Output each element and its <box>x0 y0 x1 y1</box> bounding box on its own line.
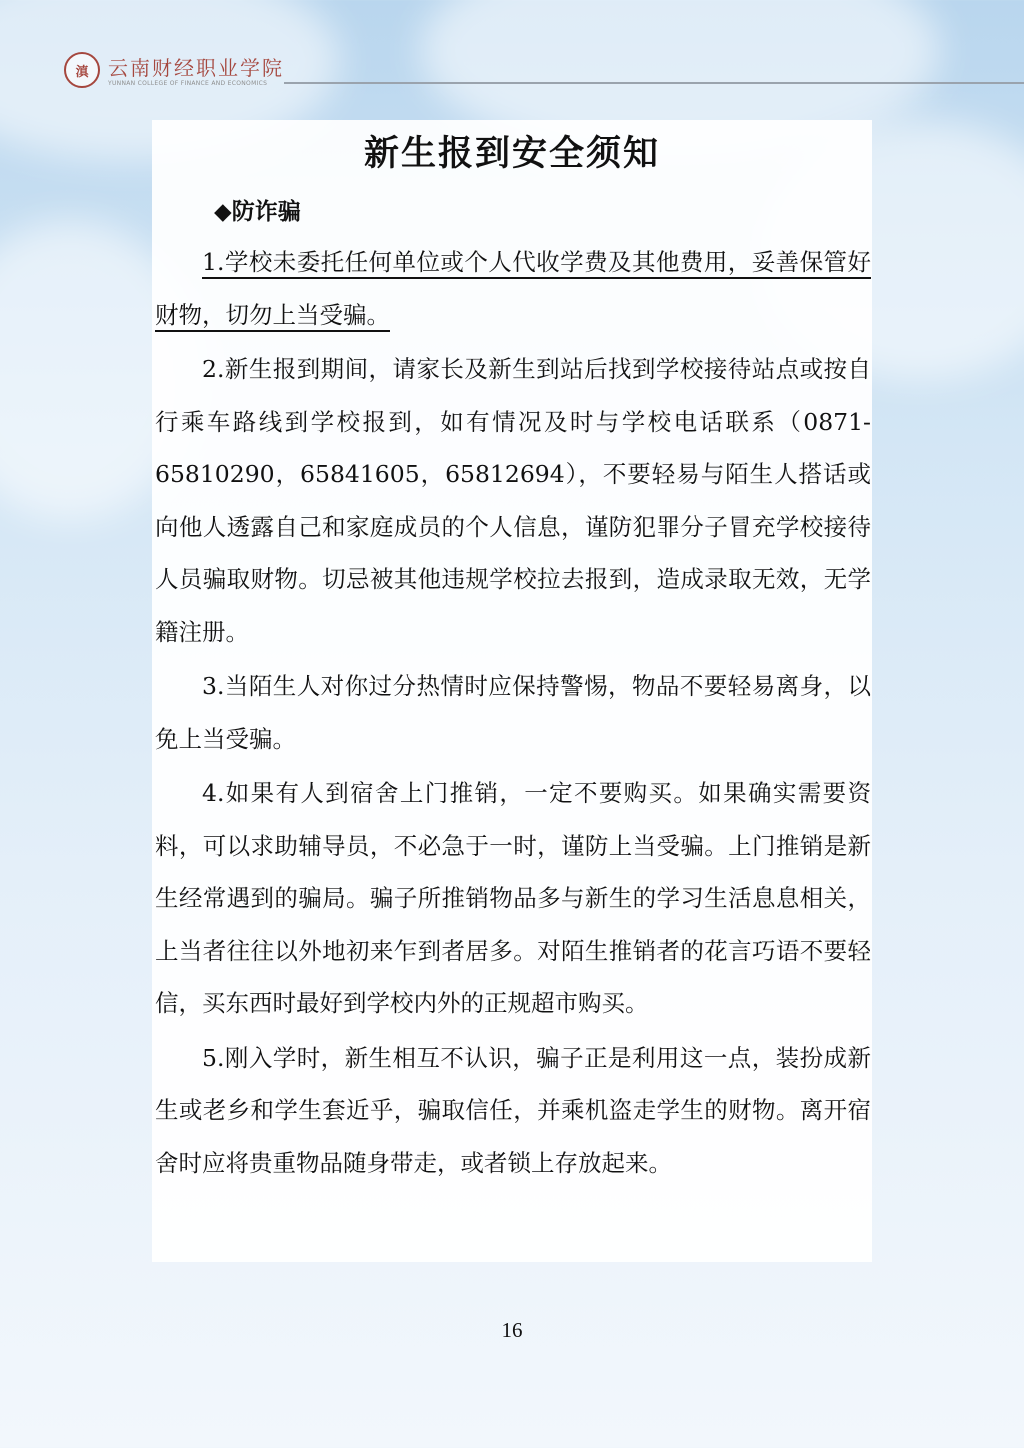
college-name-cn: 云南财经职业学院 <box>108 56 284 80</box>
section-heading-label: 防诈骗 <box>231 199 301 225</box>
paragraph-2: 2.新生报到期间，请家长及新生到站后找到学校接待站点或按自行乘车路线到学校报到，如有情况及时与学校电话联系（0871-65810290，65841605，65812694），不要轻易与陌生人搭话或向他人透露自己和家庭成员的个人信息，谨防犯罪分子冒充学校接待人员骗取财物。切忌被其他违规学校拉去报到，造成录取无效，无学籍注册。 <box>155 355 871 646</box>
paragraph-1 <box>155 236 871 341</box>
college-name-en: YUNNAN COLLEGE OF FINANCE AND ECONOMICS <box>108 80 268 87</box>
college-logo-icon: 滇 <box>64 52 100 88</box>
section-heading <box>214 193 301 226</box>
paragraph-3: 3.当陌生人对你过分热情时应保持警惕，物品不要轻易离身，以免上当受骗。 <box>155 672 871 753</box>
paragraph-5: 5.刚入学时，新生相互不认识，骗子正是利用这一点，装扮成新生或老乡和学生套近乎，骗取信任，并乘机盗走学生的财物。离开宿舍时应将贵重物品随身带走，或者锁上存放起来。 <box>155 1043 871 1177</box>
page-number: 16 <box>501 1318 523 1342</box>
diamond-bullet-icon: ◆ <box>214 199 232 225</box>
header-divider <box>284 82 1024 84</box>
page-title: 新生报到安全须知 <box>363 133 660 174</box>
paragraph-1-text: 1.学校未委托任何单位或个人代收学费及其他费用，妥善保管好财物，切勿上当受骗。 <box>155 248 871 329</box>
body-text <box>155 236 871 1191</box>
paragraph-4: 4.如果有人到宿舍上门推销，一定不要购买。如果确实需要资料，可以求助辅导员，不必急于一时，谨防上当受骗。上门推销是新生经常遇到的骗局。骗子所推销物品多与新生的学习生活息息相关，上当者往往以外地初来乍到者居多。对陌生推销者的花言巧语不要轻信，买东西时最好到学校内外的正规超市购买。 <box>155 779 871 1017</box>
page-header <box>64 50 1024 90</box>
